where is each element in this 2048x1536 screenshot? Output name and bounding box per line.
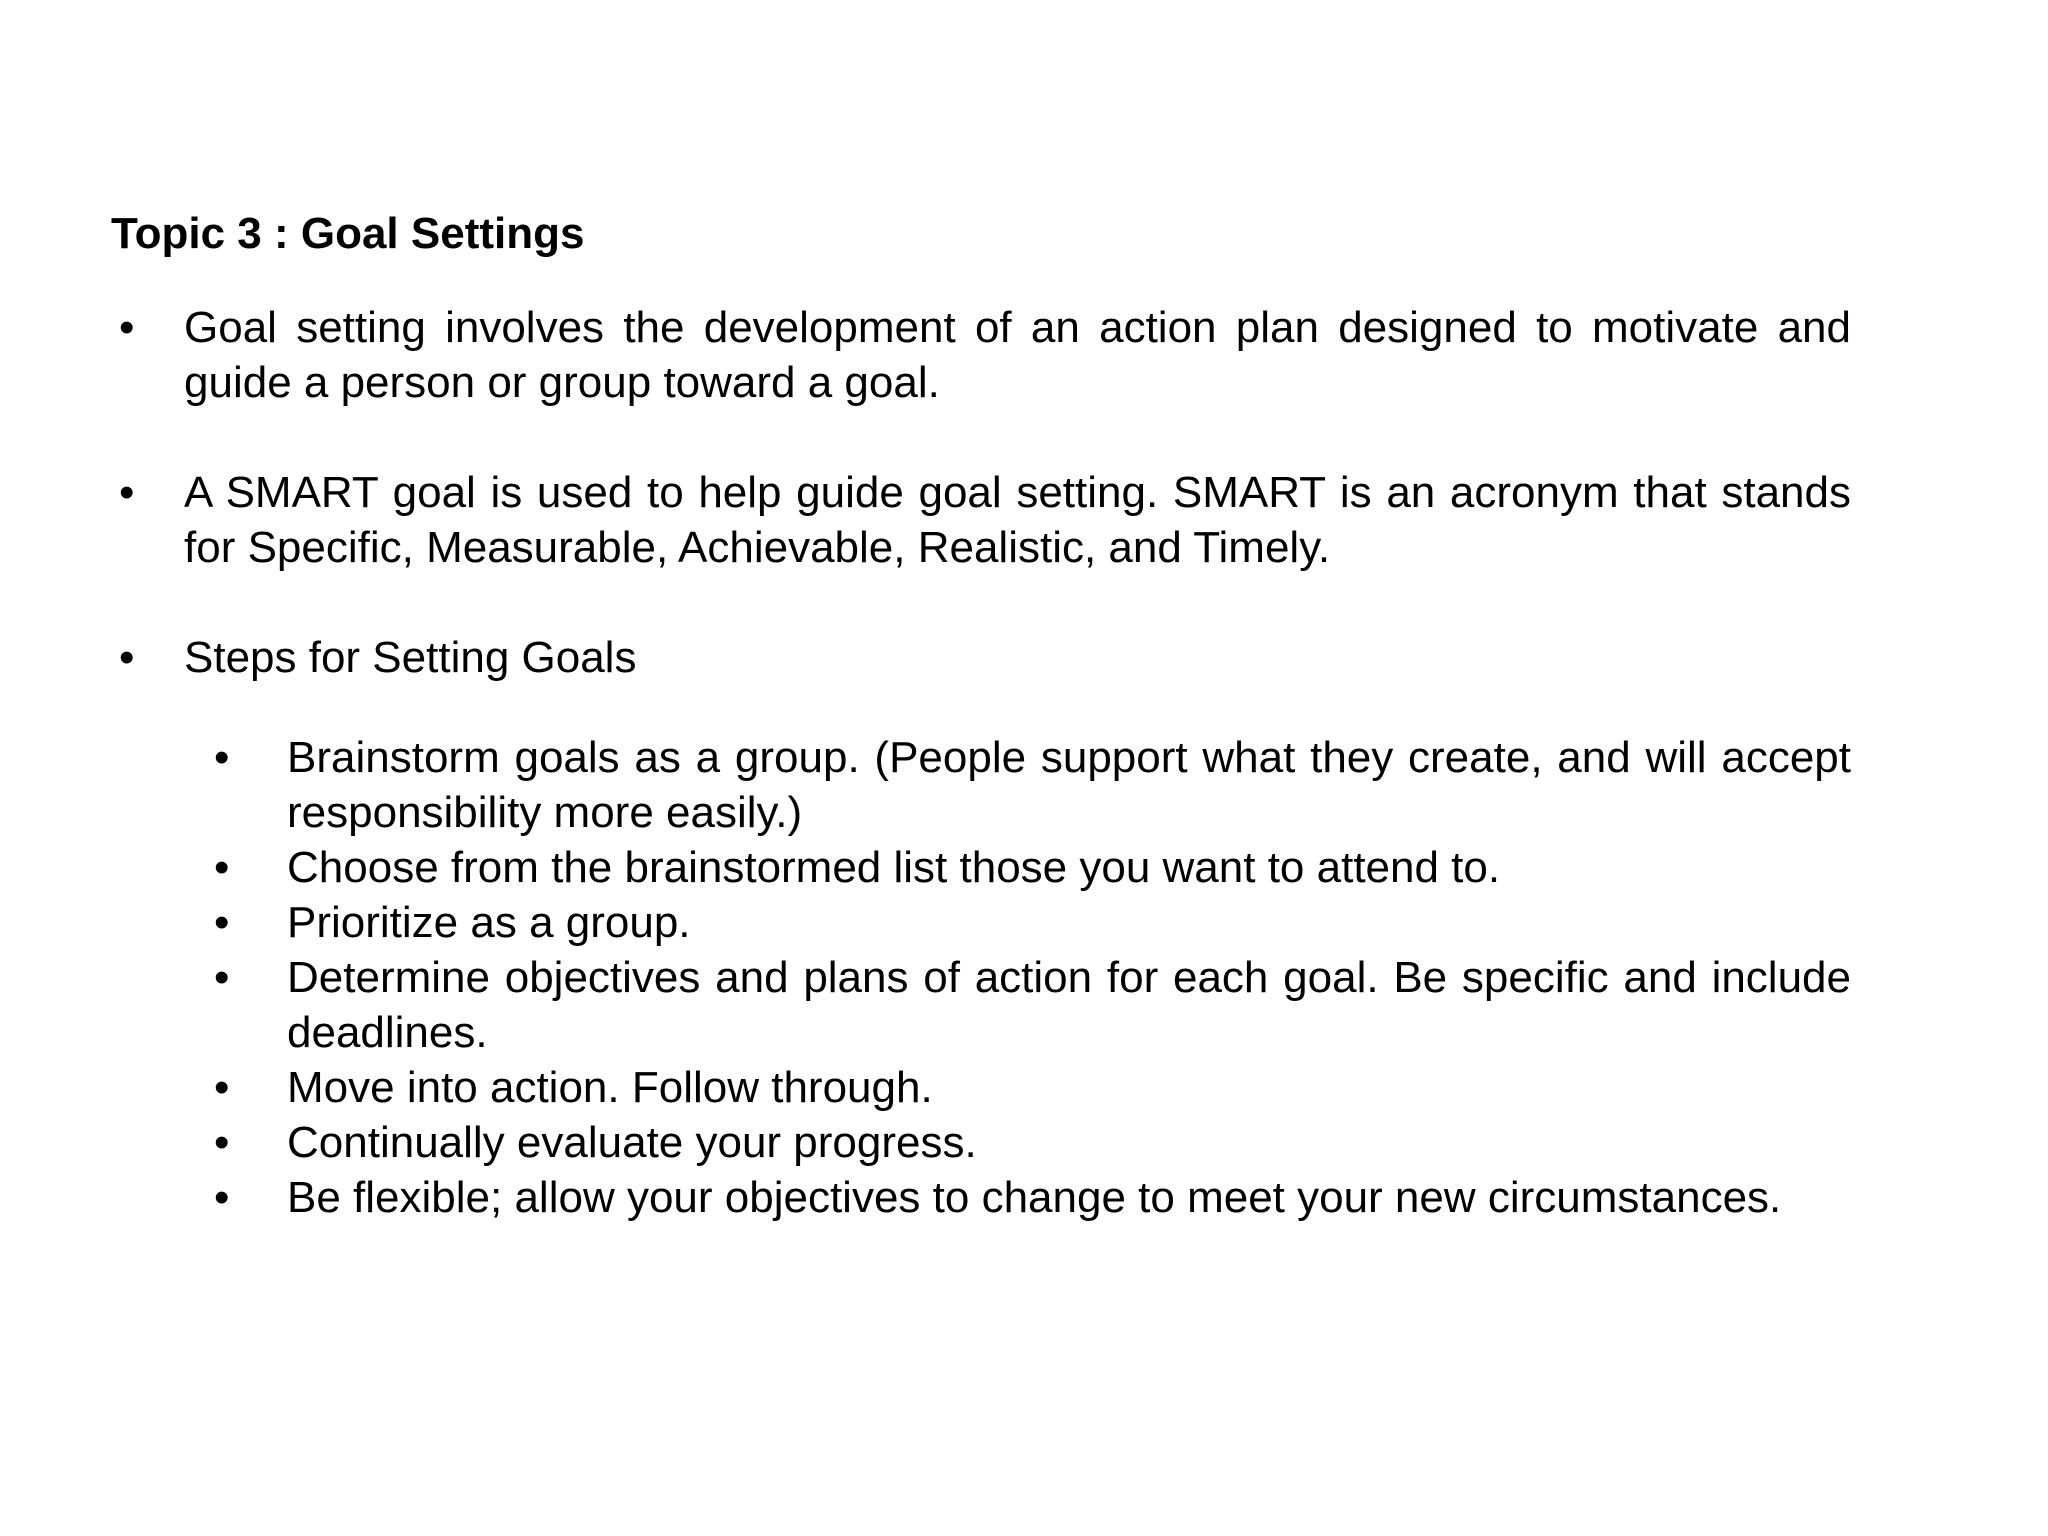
bullet-text: Steps for Setting Goals bbox=[184, 633, 637, 682]
bullet-icon: • bbox=[214, 1173, 230, 1222]
bullet-icon: • bbox=[214, 1063, 230, 1112]
step-item bbox=[214, 1060, 1851, 1115]
steps-list bbox=[214, 730, 1851, 1225]
slide-content bbox=[111, 300, 1851, 1225]
step-text: Move into action. Follow through. bbox=[287, 1063, 933, 1112]
bullet-icon: • bbox=[119, 633, 135, 682]
step-text: Choose from the brainstormed list those you want to attend to. bbox=[287, 843, 1501, 892]
step-text: Continually evaluate your progress. bbox=[287, 1118, 977, 1167]
bullet-text: A SMART goal is used to help guide goal setting. SMART is an acronym that stands for Specific, Measurable, Achievable, Realistic, and Timely. bbox=[184, 468, 1851, 572]
bullet-item bbox=[111, 300, 1851, 410]
step-item bbox=[214, 895, 1851, 950]
bullet-item bbox=[111, 630, 1851, 685]
step-item bbox=[214, 730, 1851, 840]
slide-title: Topic 3 : Goal Settings bbox=[111, 209, 585, 258]
step-item bbox=[214, 1115, 1851, 1170]
step-text: Determine objectives and plans of action for each goal. Be specific and include deadlines. bbox=[287, 953, 1851, 1057]
bullet-icon: • bbox=[214, 898, 230, 947]
bullet-icon: • bbox=[214, 1118, 230, 1167]
bullet-icon: • bbox=[214, 733, 230, 782]
step-text: Be flexible; allow your objectives to change to meet your new circumstances. bbox=[287, 1173, 1782, 1222]
step-item bbox=[214, 840, 1851, 895]
bullet-icon: • bbox=[214, 843, 230, 892]
step-text: Brainstorm goals as a group. (People support what they create, and will accept responsibility more easily.) bbox=[287, 733, 1851, 837]
bullet-icon: • bbox=[119, 303, 135, 352]
bullet-icon: • bbox=[214, 953, 230, 1002]
step-text: Prioritize as a group. bbox=[287, 898, 691, 947]
step-item bbox=[214, 950, 1851, 1060]
bullet-text: Goal setting involves the development of an action plan designed to motivate and guide a person or group toward a goal. bbox=[184, 303, 1851, 407]
bullet-icon: • bbox=[119, 468, 135, 517]
step-item bbox=[214, 1170, 1851, 1225]
bullet-item bbox=[111, 465, 1851, 575]
